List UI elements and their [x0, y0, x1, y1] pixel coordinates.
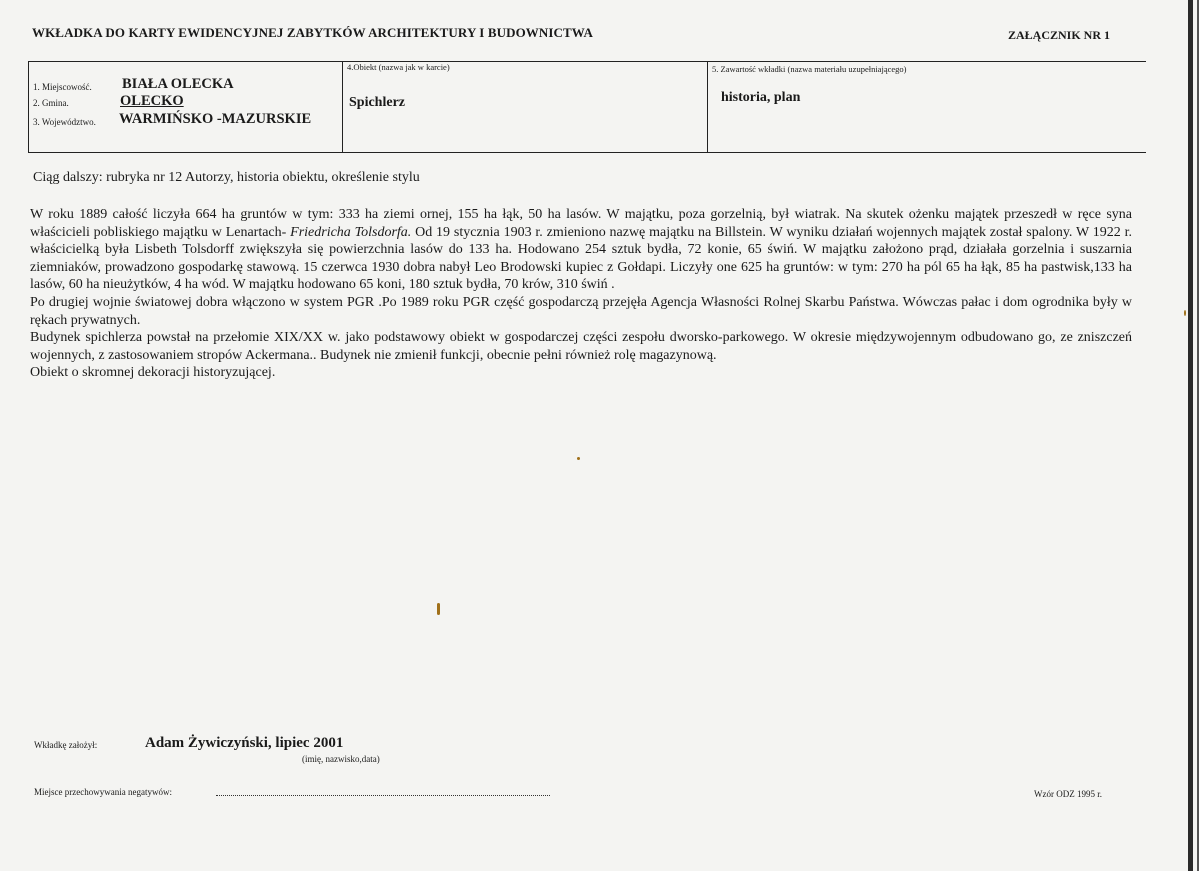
- gmina-label: 2. Gmina.: [33, 98, 69, 108]
- paragraph-2: Po drugiej wojnie światowej dobra włączono w system PGR .Po 1989 roku PGR część gospodarczą przejęła Agencja Własności Rolnej Skarbu Państwa. Wówczas pałac i dom ogrodnika były w rękach prywatnych.: [30, 294, 1132, 328]
- paper-speck: [437, 603, 440, 615]
- wojewodztwo-value: WARMIŃSKO -MAZURSKIE: [119, 111, 312, 127]
- paragraph-1: W roku 1889 całość liczyła 664 ha gruntów w tym: 333 ha ziemi ornej, 155 ha łąk, 50 ha lasów. W majątku, poza gorzelnią, był wiatrak. Na skutek ożenku majątek przeszedł w ręce syna właścicieli pobliskiego majątku w Lenartach- Friedricha Tolsdorfa. Od 19 stycznia 1903 r. zmieniono nazwę majątku na Billstein. W wyniku działań wojennych majątek został spalony. W 1922 r. właścicielką była Lisbeth Tolsdorff zwiększyła się powierzchnia lasów do 133 ha. Hodowano 254 sztuk bydła, 72 konie, 65 świń. W majątku założono prąd, działała gorzelnia i suszarnia ziemniaków, prowadzono gospodarkę stawową. 15 czerwca 1930 dobra nabył Leo Brodowski kupiec z Gołdapi. Liczyły one 625 ha gruntów: w tym: 270 ha pól 65 ha łąk, 85 ha pastwisk,133 ha lasów, 60 ha nieużytków, 4 ha wód. W majątku hodowano 65 koni, 180 sztuk bydła, 70 krów, 310 świń .: [30, 207, 1132, 293]
- negatives-dotted-line: [216, 795, 550, 796]
- table-top-line: [28, 61, 1146, 62]
- paper-speck: [577, 457, 580, 460]
- negatives-label: Miejsce przechowywania negatywów:: [34, 787, 172, 797]
- table-divider-1: [342, 61, 343, 153]
- paper-speck: [1184, 310, 1186, 316]
- card-edge: [1188, 0, 1193, 871]
- contents-label: 5. Zawartość wkładki (nazwa materiału uzupełniającego): [712, 64, 907, 74]
- table-left-border: [28, 61, 29, 153]
- wojewodztwo-label: 3. Województwo.: [33, 117, 96, 127]
- italic-name: Friedricha Tolsdorfa.: [290, 224, 412, 240]
- contents-value: historia, plan: [721, 90, 801, 105]
- author-label: Wkładkę założył:: [34, 740, 98, 750]
- author-value: Adam Żywiczyński, lipiec 2001: [145, 735, 344, 751]
- miejscowosc-value: BIAŁA OLECKA: [122, 76, 234, 92]
- author-hint: (imię, nazwisko,data): [302, 754, 380, 764]
- paragraph-3: Budynek spichlerza powstał na przełomie XIX/XX w. jako podstawowy obiekt w gospodarczej części zespołu dworsko-parkowego. W okresie międzywojennym odbudowano go, ze zniszczeń wojennych, z zastosowaniem stropów Ackermana.. Budynek nie zmienił funkcji, obecnie pełni również rolę magazynową.: [30, 330, 1132, 363]
- table-divider-2: [707, 61, 708, 153]
- card-title: WKŁADKA DO KARTY EWIDENCYJNEJ ZABYTKÓW ARCHITEKTURY I BUDOWNICTWA: [32, 25, 593, 40]
- object-value: Spichlerz: [349, 95, 405, 110]
- object-label: 4.Obiekt (nazwa jak w karcie): [347, 62, 450, 72]
- miejscowosc-label: 1. Miejscowość.: [33, 82, 92, 92]
- annex-number: ZAŁĄCZNIK NR 1: [1008, 28, 1111, 42]
- continuation-line: Ciąg dalszy: rubryka nr 12 Autorzy, historia obiektu, określenie stylu: [33, 170, 420, 185]
- form-reference: Wzór ODZ 1995 r.: [1034, 789, 1102, 799]
- table-bottom-line: [28, 152, 1146, 153]
- paragraph-4: Obiekt o skromnej dekoracji historyzującej.: [30, 365, 276, 381]
- gmina-value: OLECKO: [120, 93, 184, 109]
- history-text: [30, 206, 1132, 382]
